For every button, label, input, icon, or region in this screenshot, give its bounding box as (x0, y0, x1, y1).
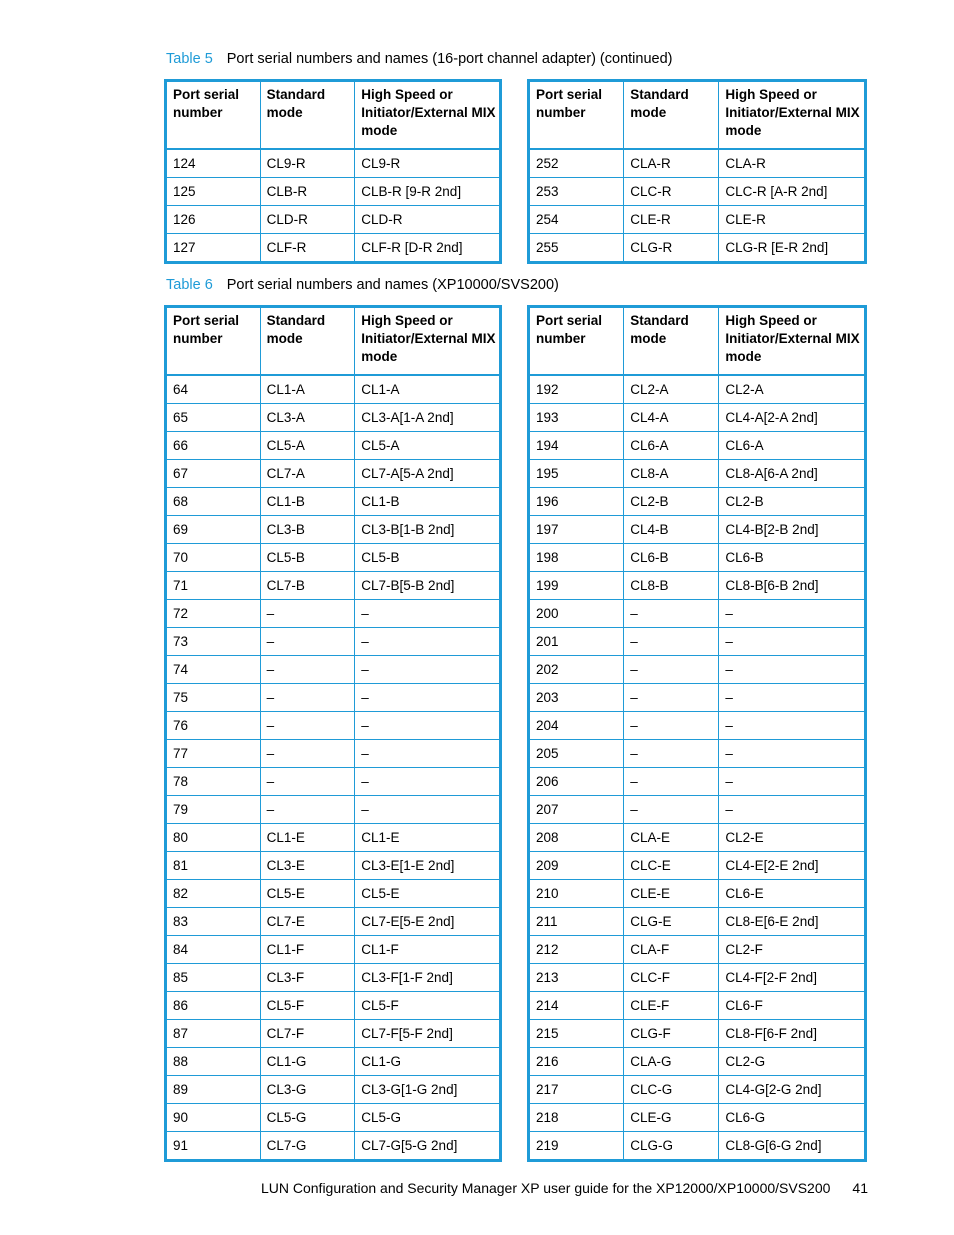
mix-mode-cell: CL4-F[2-F 2nd] (719, 963, 866, 991)
standard-mode-cell: – (260, 683, 355, 711)
standard-mode-cell: – (624, 795, 719, 823)
table-row (529, 403, 866, 431)
standard-mode-cell: CLE-F (624, 991, 719, 1019)
standard-mode-cell: CL9-R (260, 149, 355, 178)
table-row (529, 177, 866, 205)
standard-mode-cell: CL5-B (260, 543, 355, 571)
table-row (166, 1103, 501, 1131)
standard-mode-cell: – (624, 599, 719, 627)
standard-mode-cell: – (260, 767, 355, 795)
table-row (166, 1075, 501, 1103)
port-serial-cell: 204 (529, 711, 624, 739)
port-serial-cell: 209 (529, 851, 624, 879)
table-row (529, 233, 866, 262)
table-row (529, 205, 866, 233)
standard-mode-cell: CLC-F (624, 963, 719, 991)
standard-mode-cell: CL1-G (260, 1047, 355, 1075)
standard-mode-cell: CLC-E (624, 851, 719, 879)
standard-mode-cell: CL6-A (624, 431, 719, 459)
port-serial-cell: 195 (529, 459, 624, 487)
port-serial-cell: 66 (166, 431, 261, 459)
mix-mode-cell: CLA-R (719, 149, 866, 178)
table-row (166, 177, 501, 205)
port-serial-cell: 212 (529, 935, 624, 963)
standard-mode-cell: – (260, 711, 355, 739)
table-row (529, 1019, 866, 1047)
port-serial-cell: 125 (166, 177, 261, 205)
mix-mode-cell: CLF-R [D-R 2nd] (355, 233, 501, 262)
port-serial-cell: 210 (529, 879, 624, 907)
mix-mode-cell: CL8-G[6-G 2nd] (719, 1131, 866, 1160)
port-serial-cell: 194 (529, 431, 624, 459)
standard-mode-cell: – (624, 683, 719, 711)
table-row (166, 1047, 501, 1075)
port-serial-cell: 71 (166, 571, 261, 599)
table-row (529, 487, 866, 515)
table-row (166, 655, 501, 683)
table-row (166, 767, 501, 795)
table-row (166, 879, 501, 907)
table-row (529, 683, 866, 711)
header-standard-mode: Standard mode (260, 307, 355, 375)
table-row (529, 599, 866, 627)
mix-mode-cell: – (719, 683, 866, 711)
table-row (166, 515, 501, 543)
standard-mode-cell: CL8-A (624, 459, 719, 487)
table-row (166, 205, 501, 233)
table-row (166, 233, 501, 262)
table-row (529, 375, 866, 404)
table5-number: Table 5 (166, 51, 213, 67)
mix-mode-cell: – (355, 683, 501, 711)
header-high-speed-mode: High Speed or Initiator/External MIX mode (355, 81, 501, 149)
mix-mode-cell: CL3-F[1-F 2nd] (355, 963, 501, 991)
standard-mode-cell: CL7-E (260, 907, 355, 935)
standard-mode-cell: CL3-E (260, 851, 355, 879)
table-row (529, 711, 866, 739)
port-serial-cell: 81 (166, 851, 261, 879)
mix-mode-cell: CL4-E[2-E 2nd] (719, 851, 866, 879)
port-serial-cell: 192 (529, 375, 624, 404)
mix-mode-cell: – (355, 655, 501, 683)
table-row (166, 683, 501, 711)
port-serial-cell: 90 (166, 1103, 261, 1131)
footer-title: LUN Configuration and Security Manager XP user guide for the XP12000/XP10000/SVS200 (260, 1180, 831, 1196)
mix-mode-cell: CLG-R [E-R 2nd] (719, 233, 866, 262)
mix-mode-cell: CLB-R [9-R 2nd] (355, 177, 501, 205)
header-port-serial-number: Port serial number (529, 307, 624, 375)
table5-title: Port serial numbers and names (16-port channel adapter) (continued) (226, 51, 673, 67)
mix-mode-cell: CLD-R (355, 205, 501, 233)
mix-mode-cell: CL1-B (355, 487, 501, 515)
port-serial-cell: 72 (166, 599, 261, 627)
standard-mode-cell: – (260, 627, 355, 655)
port-serial-cell: 83 (166, 907, 261, 935)
port-serial-cell: 73 (166, 627, 261, 655)
header-port-serial-number: Port serial number (166, 81, 261, 149)
table-row (529, 963, 866, 991)
mix-mode-cell: – (719, 767, 866, 795)
standard-mode-cell: – (624, 655, 719, 683)
port-serial-cell: 80 (166, 823, 261, 851)
standard-mode-cell: CL3-G (260, 1075, 355, 1103)
standard-mode-cell: CL8-B (624, 571, 719, 599)
mix-mode-cell: CL5-B (355, 543, 501, 571)
mix-mode-cell: CL9-R (355, 149, 501, 178)
table-row (529, 1047, 866, 1075)
table-row (529, 795, 866, 823)
table-row (166, 739, 501, 767)
standard-mode-cell: CLA-E (624, 823, 719, 851)
mix-mode-cell: CL8-E[6-E 2nd] (719, 907, 866, 935)
standard-mode-cell: – (260, 739, 355, 767)
mix-mode-cell: CL6-E (719, 879, 866, 907)
mix-mode-cell: CL1-E (355, 823, 501, 851)
port-serial-cell: 124 (166, 149, 261, 178)
port-serial-cell: 68 (166, 487, 261, 515)
port-serial-cell: 253 (529, 177, 624, 205)
mix-mode-cell: CL1-G (355, 1047, 501, 1075)
header-standard-mode: Standard mode (624, 307, 719, 375)
standard-mode-cell: CL2-A (624, 375, 719, 404)
port-serial-cell: 82 (166, 879, 261, 907)
port-serial-cell: 87 (166, 1019, 261, 1047)
mix-mode-cell: CL6-B (719, 543, 866, 571)
standard-mode-cell: CL6-B (624, 543, 719, 571)
standard-mode-cell: – (624, 627, 719, 655)
standard-mode-cell: CL3-B (260, 515, 355, 543)
port-serial-cell: 254 (529, 205, 624, 233)
standard-mode-cell: – (260, 655, 355, 683)
port-serial-cell: 211 (529, 907, 624, 935)
standard-mode-cell: CL4-A (624, 403, 719, 431)
header-standard-mode: Standard mode (260, 81, 355, 149)
port-serial-cell: 91 (166, 1131, 261, 1160)
mix-mode-cell: – (355, 795, 501, 823)
standard-mode-cell: – (624, 767, 719, 795)
port-serial-cell: 198 (529, 543, 624, 571)
table-row (166, 431, 501, 459)
port-serial-cell: 207 (529, 795, 624, 823)
standard-mode-cell: CL5-G (260, 1103, 355, 1131)
table-row (166, 149, 501, 178)
table-row (529, 991, 866, 1019)
port-serial-cell: 77 (166, 739, 261, 767)
table-row (166, 571, 501, 599)
port-serial-cell: 127 (166, 233, 261, 262)
port-serial-cell: 197 (529, 515, 624, 543)
mix-mode-cell: CL3-B[1-B 2nd] (355, 515, 501, 543)
header-port-serial-number: Port serial number (529, 81, 624, 149)
mix-mode-cell: CL1-F (355, 935, 501, 963)
mix-mode-cell: – (719, 795, 866, 823)
port-serial-cell: 65 (166, 403, 261, 431)
standard-mode-cell: CL5-E (260, 879, 355, 907)
mix-mode-cell: CL7-A[5-A 2nd] (355, 459, 501, 487)
port-serial-cell: 214 (529, 991, 624, 1019)
mix-mode-cell: – (355, 767, 501, 795)
mix-mode-cell: – (355, 627, 501, 655)
standard-mode-cell: – (260, 795, 355, 823)
standard-mode-cell: CLE-R (624, 205, 719, 233)
mix-mode-cell: – (719, 627, 866, 655)
standard-mode-cell: CL7-B (260, 571, 355, 599)
port-serial-cell: 208 (529, 823, 624, 851)
mix-mode-cell: CL7-F[5-F 2nd] (355, 1019, 501, 1047)
standard-mode-cell: CLD-R (260, 205, 355, 233)
header-high-speed-mode: High Speed or Initiator/External MIX mode (355, 307, 501, 375)
header-port-serial-number: Port serial number (166, 307, 261, 375)
table-row (529, 739, 866, 767)
mix-mode-cell: CL5-G (355, 1103, 501, 1131)
header-high-speed-mode: High Speed or Initiator/External MIX mode (719, 307, 866, 375)
mix-mode-cell: CL5-F (355, 991, 501, 1019)
table-row (529, 907, 866, 935)
table-row (166, 599, 501, 627)
page-footer (261, 1180, 868, 1196)
table-row (166, 851, 501, 879)
table5-left (164, 79, 502, 264)
table-row (166, 459, 501, 487)
table6-caption (166, 277, 559, 293)
mix-mode-cell: – (719, 739, 866, 767)
port-serial-cell: 70 (166, 543, 261, 571)
table-row (166, 375, 501, 404)
standard-mode-cell: CLF-R (260, 233, 355, 262)
mix-mode-cell: CL2-B (719, 487, 866, 515)
standard-mode-cell: CL1-F (260, 935, 355, 963)
standard-mode-cell: CLG-R (624, 233, 719, 262)
mix-mode-cell: – (355, 711, 501, 739)
table-row (166, 795, 501, 823)
mix-mode-cell: CL2-A (719, 375, 866, 404)
standard-mode-cell: CLG-G (624, 1131, 719, 1160)
mix-mode-cell: CL4-G[2-G 2nd] (719, 1075, 866, 1103)
table-row (166, 991, 501, 1019)
standard-mode-cell: CL7-F (260, 1019, 355, 1047)
standard-mode-cell: CLA-R (624, 149, 719, 178)
table-row (529, 515, 866, 543)
port-serial-cell: 193 (529, 403, 624, 431)
port-serial-cell: 86 (166, 991, 261, 1019)
standard-mode-cell: CL2-B (624, 487, 719, 515)
mix-mode-cell: CL7-B[5-B 2nd] (355, 571, 501, 599)
port-serial-cell: 218 (529, 1103, 624, 1131)
mix-mode-cell: – (719, 599, 866, 627)
port-serial-cell: 76 (166, 711, 261, 739)
table5-caption (166, 51, 672, 67)
port-serial-cell: 255 (529, 233, 624, 262)
page-number: 41 (852, 1180, 868, 1196)
standard-mode-cell: CLA-F (624, 935, 719, 963)
standard-mode-cell: CL7-A (260, 459, 355, 487)
mix-mode-cell: CL2-G (719, 1047, 866, 1075)
table-row (529, 851, 866, 879)
port-serial-cell: 199 (529, 571, 624, 599)
port-serial-cell: 67 (166, 459, 261, 487)
port-serial-cell: 206 (529, 767, 624, 795)
table-row (529, 543, 866, 571)
table-row (529, 935, 866, 963)
table-row (529, 767, 866, 795)
port-serial-cell: 126 (166, 205, 261, 233)
port-serial-cell: 88 (166, 1047, 261, 1075)
standard-mode-cell: CL3-A (260, 403, 355, 431)
standard-mode-cell: CLE-E (624, 879, 719, 907)
table-row (166, 403, 501, 431)
table-row (529, 1131, 866, 1160)
standard-mode-cell: CL1-A (260, 375, 355, 404)
mix-mode-cell: CL5-A (355, 431, 501, 459)
mix-mode-cell: CL2-E (719, 823, 866, 851)
mix-mode-cell: – (719, 655, 866, 683)
port-serial-cell: 201 (529, 627, 624, 655)
standard-mode-cell: – (260, 599, 355, 627)
mix-mode-cell: CL1-A (355, 375, 501, 404)
table-row (166, 1131, 501, 1160)
standard-mode-cell: – (624, 739, 719, 767)
standard-mode-cell: CLA-G (624, 1047, 719, 1075)
table-row (166, 627, 501, 655)
table-row (166, 935, 501, 963)
port-serial-cell: 64 (166, 375, 261, 404)
mix-mode-cell: CL2-F (719, 935, 866, 963)
mix-mode-cell: CL4-B[2-B 2nd] (719, 515, 866, 543)
port-serial-cell: 215 (529, 1019, 624, 1047)
port-serial-cell: 219 (529, 1131, 624, 1160)
table-row (529, 627, 866, 655)
port-serial-cell: 74 (166, 655, 261, 683)
standard-mode-cell: CL7-G (260, 1131, 355, 1160)
mix-mode-cell: CL8-A[6-A 2nd] (719, 459, 866, 487)
mix-mode-cell: CL6-G (719, 1103, 866, 1131)
mix-mode-cell: CL6-A (719, 431, 866, 459)
port-serial-cell: 85 (166, 963, 261, 991)
standard-mode-cell: CL5-A (260, 431, 355, 459)
table6-right (527, 305, 867, 1162)
table-row (529, 879, 866, 907)
mix-mode-cell: CL3-G[1-G 2nd] (355, 1075, 501, 1103)
mix-mode-cell: CLC-R [A-R 2nd] (719, 177, 866, 205)
standard-mode-cell: CLB-R (260, 177, 355, 205)
standard-mode-cell: CL5-F (260, 991, 355, 1019)
port-serial-cell: 202 (529, 655, 624, 683)
port-serial-cell: 79 (166, 795, 261, 823)
standard-mode-cell: CL1-E (260, 823, 355, 851)
port-serial-cell: 84 (166, 935, 261, 963)
mix-mode-cell: CL4-A[2-A 2nd] (719, 403, 866, 431)
table-row (529, 655, 866, 683)
port-serial-cell: 252 (529, 149, 624, 178)
table-row (529, 823, 866, 851)
standard-mode-cell: CLE-G (624, 1103, 719, 1131)
port-serial-cell: 203 (529, 683, 624, 711)
table-row (529, 1103, 866, 1131)
table-row (166, 1019, 501, 1047)
standard-mode-cell: CLG-F (624, 1019, 719, 1047)
port-serial-cell: 216 (529, 1047, 624, 1075)
port-serial-cell: 200 (529, 599, 624, 627)
standard-mode-cell: CL3-F (260, 963, 355, 991)
mix-mode-cell: CL5-E (355, 879, 501, 907)
mix-mode-cell: CL8-F[6-F 2nd] (719, 1019, 866, 1047)
table-row (529, 571, 866, 599)
table-row (529, 431, 866, 459)
port-serial-cell: 205 (529, 739, 624, 767)
mix-mode-cell: – (355, 599, 501, 627)
header-high-speed-mode: High Speed or Initiator/External MIX mode (719, 81, 866, 149)
table-row (166, 711, 501, 739)
port-serial-cell: 78 (166, 767, 261, 795)
mix-mode-cell: CL3-A[1-A 2nd] (355, 403, 501, 431)
mix-mode-cell: CL7-E[5-E 2nd] (355, 907, 501, 935)
port-serial-cell: 75 (166, 683, 261, 711)
table6-title: Port serial numbers and names (XP10000/SVS200) (226, 277, 559, 293)
port-serial-cell: 217 (529, 1075, 624, 1103)
table-row (166, 907, 501, 935)
table-row (166, 823, 501, 851)
table6-left (164, 305, 502, 1162)
port-serial-cell: 196 (529, 487, 624, 515)
table-row (529, 1075, 866, 1103)
table5-right (527, 79, 867, 264)
mix-mode-cell: CLE-R (719, 205, 866, 233)
mix-mode-cell: – (719, 711, 866, 739)
standard-mode-cell: CL4-B (624, 515, 719, 543)
header-standard-mode: Standard mode (624, 81, 719, 149)
standard-mode-cell: CLG-E (624, 907, 719, 935)
port-serial-cell: 69 (166, 515, 261, 543)
mix-mode-cell: CL7-G[5-G 2nd] (355, 1131, 501, 1160)
standard-mode-cell: CLC-G (624, 1075, 719, 1103)
table-row (166, 543, 501, 571)
standard-mode-cell: CLC-R (624, 177, 719, 205)
standard-mode-cell: – (624, 711, 719, 739)
port-serial-cell: 213 (529, 963, 624, 991)
mix-mode-cell: CL8-B[6-B 2nd] (719, 571, 866, 599)
mix-mode-cell: – (355, 739, 501, 767)
standard-mode-cell: CL1-B (260, 487, 355, 515)
table-row (529, 459, 866, 487)
table-row (529, 149, 866, 178)
mix-mode-cell: CL3-E[1-E 2nd] (355, 851, 501, 879)
table-row (166, 963, 501, 991)
port-serial-cell: 89 (166, 1075, 261, 1103)
table6-number: Table 6 (166, 277, 213, 293)
mix-mode-cell: CL6-F (719, 991, 866, 1019)
table-row (166, 487, 501, 515)
